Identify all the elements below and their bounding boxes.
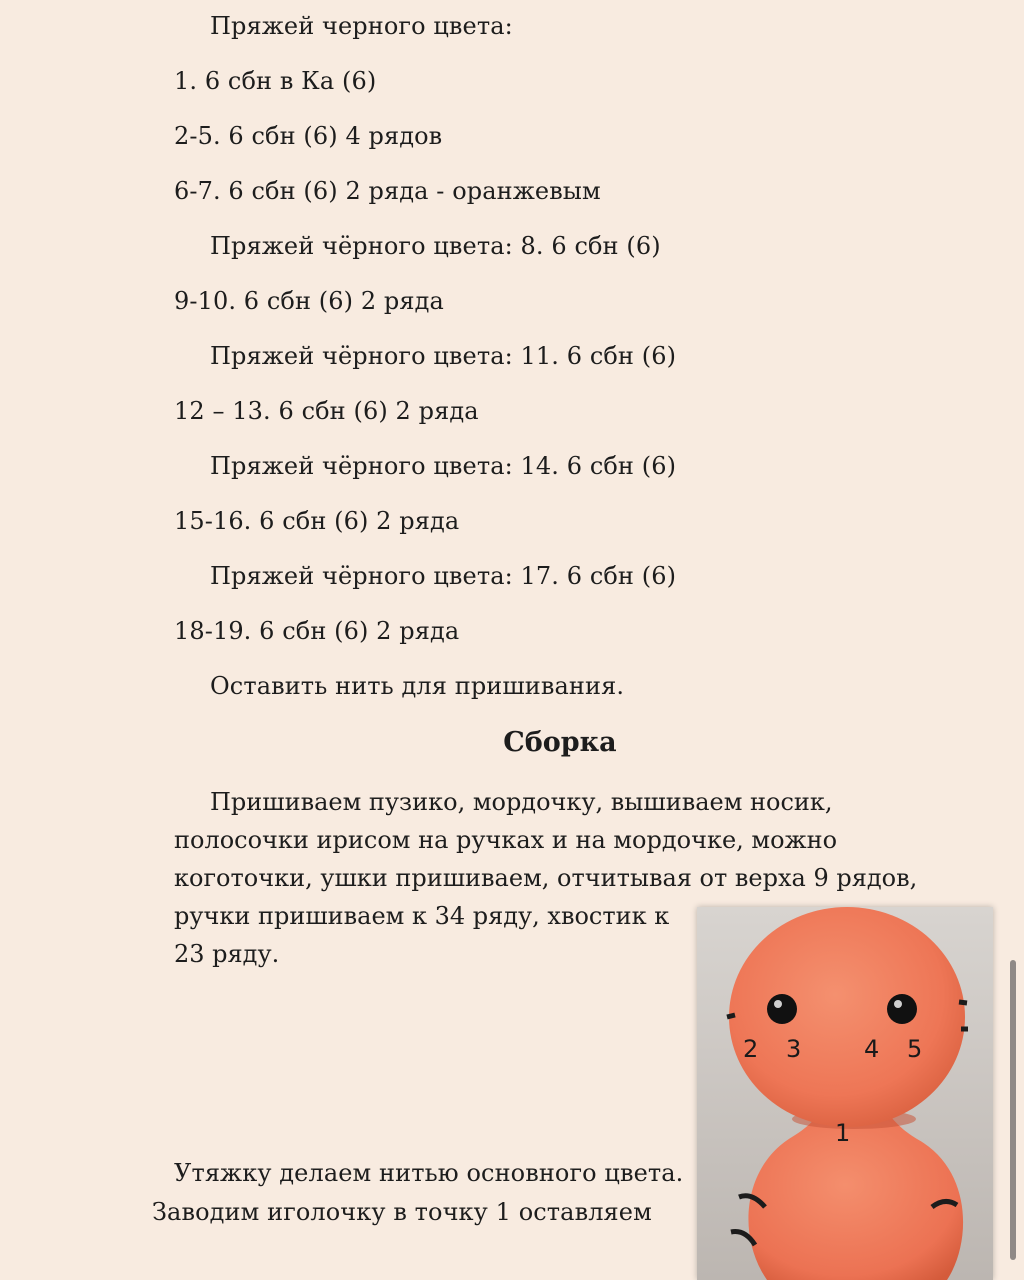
toy-head [729,907,965,1127]
instruction-line-4: 6-7. 6 сбн (6) 2 ряда - оранжевым [174,177,601,205]
head-stripe [959,1002,967,1003]
instruction-line-11: Пряжей чёрного цвета: 17. 6 сбн (6) [210,562,677,590]
point-label-4: 4 [864,1035,880,1063]
head-stripe [727,1015,735,1017]
assembly-line-3: коготочки, ушки пришиваем, отчитывая от верха 9 рядов, [174,864,918,892]
assembly-line-1: Пришиваем пузико, мордочку, вышиваем носик, [210,788,833,816]
tightening-line-1: Утяжку делаем нитью основного цвета. [174,1159,684,1187]
instruction-line-10: 15-16. 6 сбн (6) 2 ряда [174,507,460,535]
assembly-line-2: полосочки ирисом на ручках и на мордочке, можно [174,826,838,854]
instruction-line-12: 18-19. 6 сбн (6) 2 ряда [174,617,460,645]
instruction-line-1: Пряжей черного цвета: [210,12,513,40]
instruction-line-8: 12 – 13. 6 сбн (6) 2 ряда [174,397,479,425]
instruction-line-6: 9-10. 6 сбн (6) 2 ряда [174,287,444,315]
scrollbar[interactable] [1010,960,1016,1260]
instruction-line-5: Пряжей чёрного цвета: 8. 6 сбн (6) [210,232,661,260]
toy-illustration [697,907,993,1280]
assembly-line-5: 23 ряду. [174,940,280,968]
instruction-line-2: 1. 6 сбн в Ка (6) [174,67,377,95]
instruction-line-3: 2-5. 6 сбн (6) 4 рядов [174,122,443,150]
assembly-line-4: ручки пришиваем к 34 ряду, хвостик к [174,902,670,930]
point-label-2: 2 [743,1035,759,1063]
instruction-line-7: Пряжей чёрного цвета: 11. 6 сбн (6) [210,342,677,370]
left-eye [767,994,797,1024]
right-eye-highlight [894,1000,902,1008]
point-label-1: 1 [835,1119,851,1147]
tightening-line-2: Заводим иголочку в точку 1 оставляем [152,1198,652,1226]
toy-photo [697,907,993,1280]
section-title: Сборка [503,727,617,758]
left-eye-highlight [774,1000,782,1008]
point-label-5: 5 [907,1035,923,1063]
point-label-3: 3 [786,1035,802,1063]
right-eye [887,994,917,1024]
instruction-line-9: Пряжей чёрного цвета: 14. 6 сбн (6) [210,452,677,480]
instruction-line-13: Оставить нить для пришивания. [210,672,625,700]
